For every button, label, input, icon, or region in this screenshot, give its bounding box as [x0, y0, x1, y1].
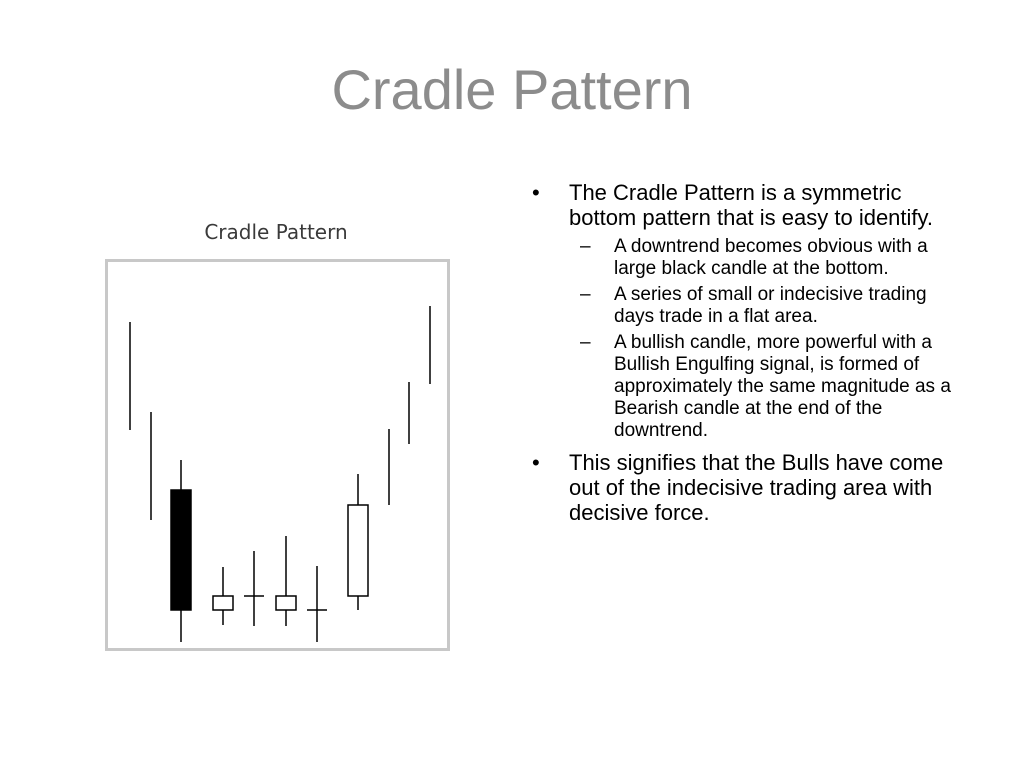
sub-bullet-item: [530, 332, 970, 442]
bullet-item: [530, 180, 970, 442]
small-candle-body: [213, 596, 233, 610]
sub-bullet-item: [530, 236, 970, 280]
sub-bullet-text: A bullish candle, more powerful with a Bullish Engulfing signal, is formed of approximately the same magnitude as a Bearish candle at the end of the downtrend.: [614, 332, 951, 441]
figure-caption: Cradle Pattern: [204, 220, 348, 244]
bullet-marker: •: [532, 450, 540, 475]
bearish-candle-body: [171, 490, 191, 610]
bullet-text: The Cradle Pattern is a symmetric bottom pattern that is easy to identify.: [569, 180, 934, 230]
sub-bullet-item: [530, 284, 970, 328]
slide-title: Cradle Pattern: [331, 58, 693, 121]
sub-bullet-list: [569, 236, 970, 442]
candlestick-figure: [105, 259, 450, 651]
bullet-list: [530, 180, 970, 533]
candlestick-diagram: [108, 262, 447, 648]
bullet-marker: •: [532, 180, 540, 205]
sub-bullet-text: A series of small or indecisive trading days trade in a flat area.: [614, 284, 927, 327]
bullet-text: This signifies that the Bulls have come out of the indecisive trading area with decisive force.: [569, 450, 944, 525]
sub-bullet-marker: –: [580, 236, 591, 257]
bullet-item: [530, 450, 970, 525]
small-candle-body: [276, 596, 296, 610]
sub-bullet-text: A downtrend becomes obvious with a large black candle at the bottom.: [614, 236, 928, 279]
sub-bullet-marker: –: [580, 332, 591, 353]
bullish-candle-body: [348, 505, 368, 596]
sub-bullet-marker: –: [580, 284, 591, 305]
